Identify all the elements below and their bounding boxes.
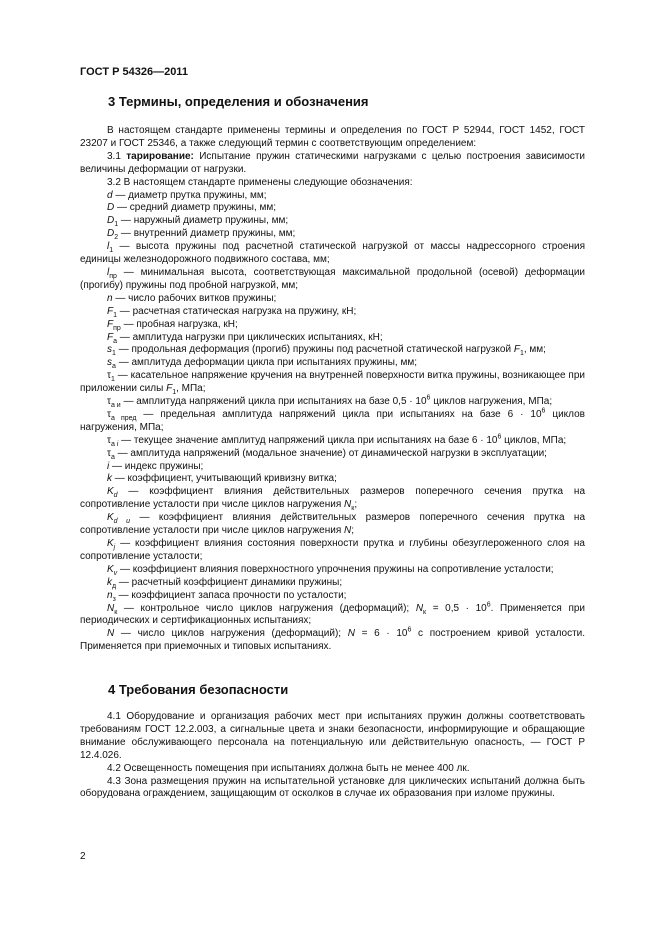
section-4-body — [80, 711, 585, 801]
def-Nk: $N_к$ — контрольное число циклов нагружения (деформаций); $N_к = 0,5 \cdot 10^6$. Применяется при периодических и сертификационных испытаниях; — [80, 601, 586, 627]
def-kd: $k_д$ — расчетный коэффициент динамики пружины; — [107, 576, 343, 590]
def-D2: $D_2$ — внутренний диаметр пружины, мм; — [107, 228, 296, 242]
def-tau-apred: $\tau_{а пред}$ — предельная амплитуда напряжений цикла при испытаниях на базе $6 \cdot 10^6$ циклов нагружения, МПа; — [80, 407, 585, 433]
def-Kd: $K_d$ — коэффициент влияния действительных размеров поперечного сечения прутка на сопротивление усталости при числе циклов нагружения $N_к$; — [80, 486, 585, 513]
term-tarirovanie: тарирование: — [126, 150, 194, 162]
def-D1: $D_1$ — наружный диаметр пружины, мм; — [107, 215, 289, 229]
def-n: n — число рабочих витков пружины; — [107, 292, 277, 304]
def-i: i — индекс пружины; — [107, 460, 204, 472]
def-Kv: $K_v$ — коэффициент влияния поверхностного упрочнения пружины на сопротивление усталости; — [107, 563, 554, 577]
clause-4-1: 4.1 Оборудование и организация рабочих мест при испытаниях пружин должны соответствовать требованиям ГОСТ 12.2.003, а сигнальные цвета и знаки безопасности, информирующие и обращающие внимание обслуживающего персонала на потенциальную или действительную опасность, — ГОСТ Р 12.4.026. — [80, 711, 585, 761]
clause-3-2: 3.2 В настоящем стандарте применены следующие обозначения: — [107, 176, 413, 188]
def-nz: $n_з$ — коэффициент запаса прочности по усталости; — [107, 589, 347, 603]
def-sa: $s_а$ — амплитуда деформации цикла при испытаниях пружины, мм; — [107, 357, 418, 371]
section-4-title: 4 Требования безопасности — [108, 682, 289, 697]
section-3-body — [80, 125, 585, 654]
def-d: d — диаметр прутка пружины, мм; — [107, 189, 267, 201]
page-number: 2 — [80, 851, 86, 862]
def-tau-ai: $\tau_{а и}$ — амплитуда напряжений цикла при испытаниях на базе $0,5 \cdot 10^6$ циклов нагружения, МПа; — [107, 394, 553, 410]
def-D: D — средний диаметр пружины, мм; — [107, 202, 277, 214]
clause-4-2: 4.2 Освещенность помещения при испытаниях должна быть не менее 400 лк. — [107, 762, 470, 774]
def-Fa: $F_а$ — амплитуда нагрузки при циклических испытаниях, кН; — [107, 331, 383, 345]
def-tau-a-i: $\tau_{а i}$ — текущее значение амплитуд напряжений цикла при испытаниях на базе $6 \cdot 10^6$ циклов, МПа; — [107, 433, 567, 448]
def-N: N — число циклов нагружения (деформаций); $N = 6 \cdot 10^6$ с построением кривой усталости. Применяется при приемочных и типовых испытаниях. — [80, 627, 586, 653]
def-k: k — коэффициент, учитывающий кривизну витка; — [107, 473, 337, 485]
section-3-intro: В настоящем стандарте применены термины и определения по ГОСТ Р 52944, ГОСТ 1452, ГОСТ 23207 и ГОСТ 25346, а также следующий термин с соответствующим определением: — [80, 125, 585, 149]
def-Fpr: $F_{пр}$ — пробная нагрузка, кН; — [107, 318, 238, 332]
def-F1: $F_1$ — расчетная статическая нагрузка на пружину, кН; — [107, 305, 357, 319]
document-header: ГОСТ Р 54326—2011 — [80, 66, 188, 78]
def-tau-a: $\tau_а$ — амплитуда напряжений (модальное значение) от динамической нагрузки в эксплуатации; — [107, 447, 547, 461]
section-3-title: 3 Термины, определения и обозначения — [108, 94, 369, 109]
def-Kdi: $K_{d и}$ — коэффициент влияния действительных размеров поперечного сечения прутка на сопротивление усталости при числе циклов нагружения N; — [80, 512, 585, 537]
def-l1: $l_1$ — высота пружины под расчетной статической нагрузкой от массы надрессорного строения единицы железнодорожного подвижного состава, мм; — [80, 241, 585, 266]
clause-3-1: 3.1 тарирование: Испытание пружин статическими нагрузками с целью построения зависимости величины деформации от нагрузки. — [80, 150, 585, 175]
def-Kj: $K_j$ — коэффициент влияния состояния поверхности прутка и глубины обезуглероженного слоя на сопротивление усталости; — [80, 538, 585, 562]
def-s1: $s_1$ — продольная деформация (прогиб) пружины под расчетной статической нагрузкой $F_1$, мм; — [107, 344, 546, 358]
def-lpr: $l_{пр}$ — минимальная высота, соответствующая максимальной продольной (осевой) деформации (прогибу) пружины под пробной нагрузкой, мм; — [80, 266, 586, 291]
def-tau1: $\tau_1$ — касательное напряжение кручения на внутренней поверхности витка пружины, возникающее при приложении силы $F_1$, МПа; — [80, 370, 585, 397]
clause-4-3: 4.3 Зона размещения пружин на испытательной установке для циклических испытаний должна быть оборудована ограждением, защищающим от осколков в случае их образования при изломе пружины. — [80, 775, 585, 800]
